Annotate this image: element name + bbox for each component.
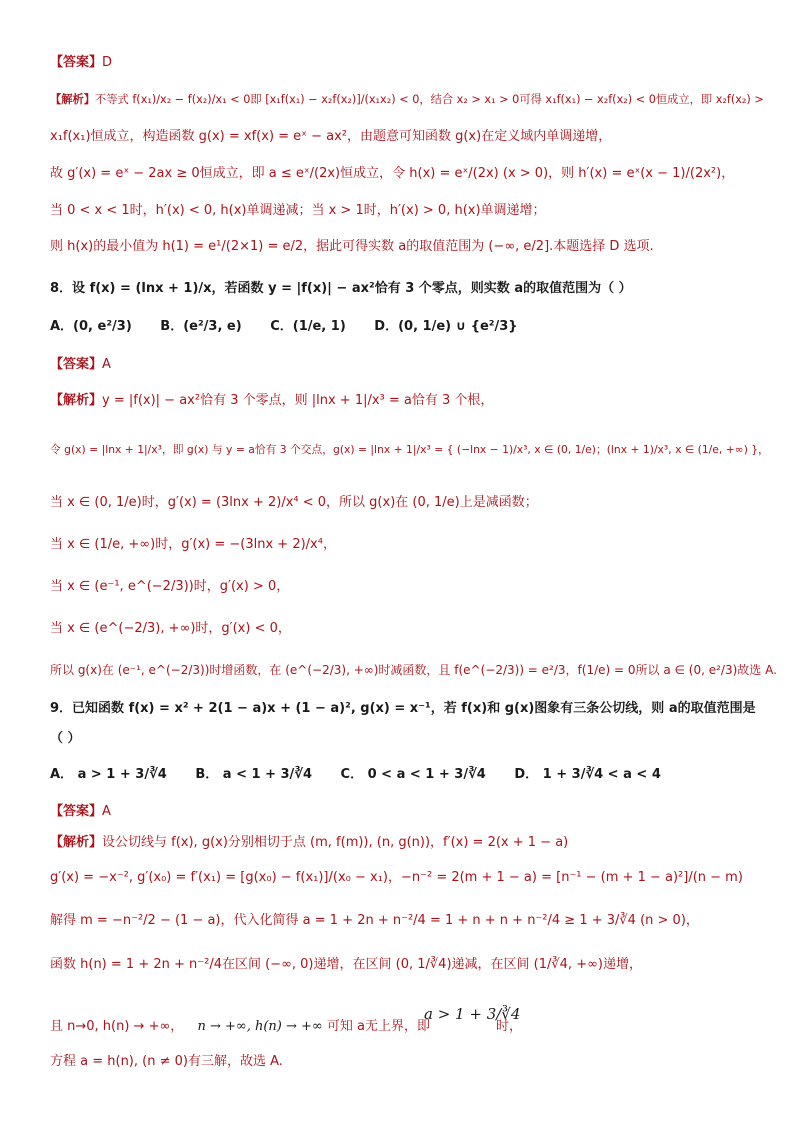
analysis-8-line-2: 令 g(x) = |lnx + 1|/x³，即 g(x) 与 y = a恰有 3 个交点，g(x) = |lnx + 1|/x³ = { (−lnx − 1)/x³, x ∈ (0, 1/e)；(lnx + 1)/x³, x ∈ (1/e, +∞) }，: [50, 443, 769, 456]
option-a: A．(0, e²/3): [50, 319, 132, 334]
analysis-9-line-1: 【解析】设公切线与 f(x), g(x)分别相切于点 (m, f(m)), (n, g(n))，f′(x) = 2(x + 1 − a): [50, 835, 569, 850]
analysis-7-line-5: 则 h(x)的最小值为 h(1) = e¹/(2×1) = e/2，据此可得实数 a的取值范围为 (−∞, e/2].本题选择 D 选项.: [50, 239, 654, 254]
answer-7: [50, 54, 112, 72]
option-d: D． 1 + 3/∛4 < a < 4: [514, 767, 661, 782]
analysis-label: 【解析】: [50, 393, 103, 408]
analysis-9-line-2: g′(x) = −x⁻², g′(x₀) = f′(x₁) = [g(x₀) − f(x₁)]/(x₀ − x₁)，−n⁻² = 2(m + 1 − a) = [n⁻¹ − (m + 1 − a)²]/(n − m): [50, 870, 743, 885]
option-c: C．(1/e, 1): [270, 319, 346, 334]
answer-9: [50, 803, 111, 821]
analysis-9-line-5-tail: 时，: [496, 1019, 523, 1034]
answer-label: 【答案】: [50, 55, 103, 70]
option-b: B． a < 1 + 3/∛4: [195, 767, 312, 782]
answer-value: A: [102, 804, 111, 819]
analysis-9-bound-expression: a > 1 + 3/∛4: [424, 1005, 521, 1023]
question-9-stem-line-1: 9．已知函数 f(x) = x² + 2(1 − a)x + (1 − a)², g(x) = x⁻¹，若 f(x)和 g(x)图象有三条公切线，则 a的取值范围是: [50, 701, 756, 716]
analysis-9-line-6: 方程 a = h(n), (n ≠ 0)有三解，故选 A.: [50, 1054, 283, 1069]
answer-value: D: [102, 55, 113, 70]
option-a: A． a > 1 + 3/∛4: [50, 767, 167, 782]
analysis-7-line-3: 故 g′(x) = eˣ − 2ax ≥ 0恒成立，即 a ≤ eˣ/(2x)恒成立，令 h(x) = eˣ/(2x) (x > 0)，则 h′(x) = eˣ(x − 1)/(2x²)，: [50, 166, 735, 181]
answer-8: [50, 356, 111, 374]
answer-label: 【答案】: [50, 804, 103, 819]
analysis-9-line-3: 解得 m = −n⁻²/2 − (1 − a)，代入化简得 a = 1 + 2n + n⁻²/4 = 1 + n + n + n⁻²/4 ≥ 1 + 3/∛4 (n > 0)，: [50, 913, 699, 928]
option-d: D．(0, 1/e) ∪ {e²/3}: [374, 319, 518, 334]
analysis-8-line-1: 【解析】y = |f(x)| − ax²恰有 3 个零点，则 |lnx + 1|/x³ = a恰有 3 个根，: [50, 393, 494, 408]
analysis-8-line-3: 当 x ∈ (0, 1/e)时，g′(x) = (3lnx + 2)/x⁴ < 0，所以 g(x)在 (0, 1/e)上是减函数；: [50, 495, 538, 510]
analysis-9-line-4: 函数 h(n) = 1 + 2n + n⁻²/4在区间 (−∞, 0)递增，在区间 (0, 1/∛4)递减，在区间 (1/∛4, +∞)递增，: [50, 957, 642, 972]
analysis-8-line-7: 所以 g(x)在 (e⁻¹, e^(−2/3))时增函数，在 (e^(−2/3), +∞)时减函数，且 f(e^(−2/3)) = e²/3，f(1/e) = 0所以 a ∈ (0, e²/3)故选 A.: [50, 663, 777, 677]
analysis-label: 【解析】: [50, 93, 96, 106]
question-8-stem: 8．设 f(x) = (lnx + 1)/x，若函数 y = |f(x)| − ax²恰有 3 个零点，则实数 a的取值范围为（ ）: [50, 281, 632, 296]
question-9-options: [50, 766, 661, 784]
analysis-7-line-4: 当 0 < x < 1时，h′(x) < 0, h(x)单调递减；当 x > 1时，h′(x) > 0, h(x)单调递增；: [50, 203, 546, 218]
question-9-stem-line-2: （ ）: [50, 731, 81, 746]
analysis-7-line-1: 【解析】不等式 f(x₁)/x₂ − f(x₂)/x₁ < 0即 [x₁f(x₁) − x₂f(x₂)]/(x₁x₂) < 0，结合 x₂ > x₁ > 0可得 x₁f(x₁) − x₂f(x₂) < 0恒成立，即 x₂f(x₂) >: [50, 93, 764, 106]
analysis-9-line-5: 且 n→0, h(n) → +∞， n → +∞, h(n) → +∞ 可知 a无上界，即: [50, 1019, 430, 1034]
question-8-options: [50, 318, 518, 336]
analysis-8-line-6: 当 x ∈ (e^(−2/3), +∞)时，g′(x) < 0，: [50, 621, 291, 636]
answer-label: 【答案】: [50, 357, 103, 372]
option-b: B．(e²/3, e): [160, 319, 242, 334]
analysis-7-line-2: x₁f(x₁)恒成立，构造函数 g(x) = xf(x) = eˣ − ax²，由题意可知函数 g(x)在定义域内单调递增，: [50, 129, 612, 144]
analysis-8-line-5: 当 x ∈ (e⁻¹, e^(−2/3))时，g′(x) > 0，: [50, 579, 290, 594]
answer-value: A: [102, 357, 111, 372]
analysis-8-line-4: 当 x ∈ (1/e, +∞)时，g′(x) = −(3lnx + 2)/x⁴，: [50, 537, 336, 552]
option-c: C． 0 < a < 1 + 3/∛4: [340, 767, 486, 782]
analysis-label: 【解析】: [50, 835, 103, 850]
